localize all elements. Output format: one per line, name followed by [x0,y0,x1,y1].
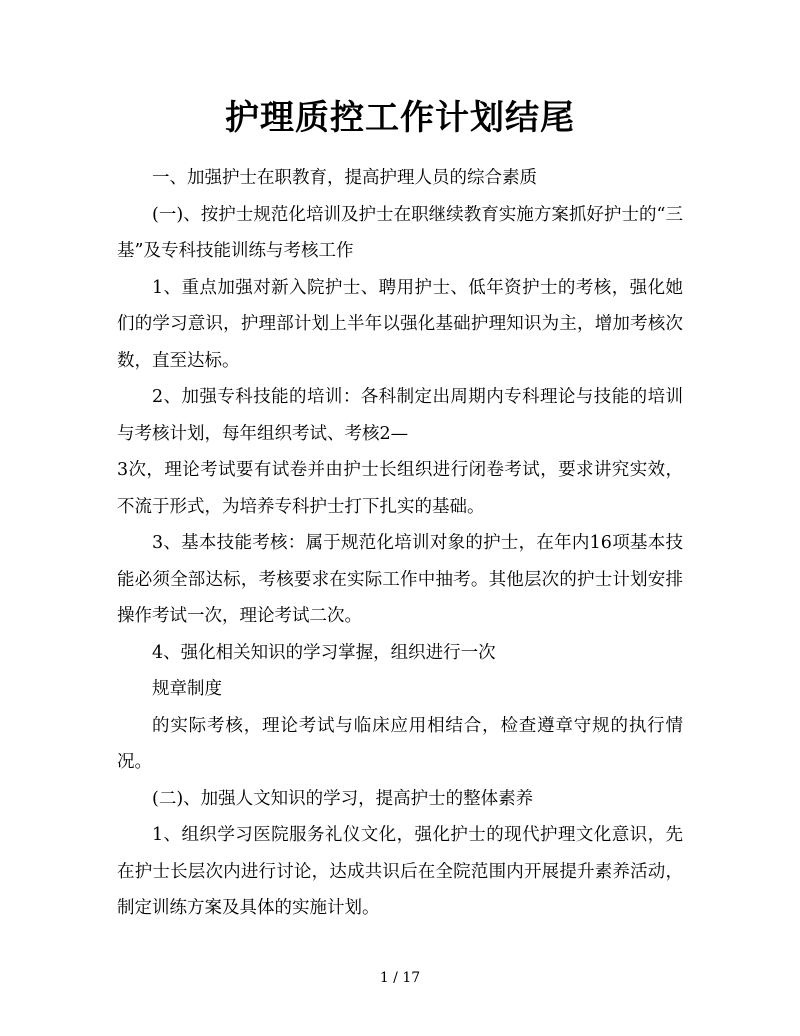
paragraph-item-4-continued: 的实际考核，理论考试与临床应用相结合，检查遵章守规的执行情况。 [117,715,683,772]
paragraph-item-5: 1、组织学习医院服务礼仪文化，强化护士的现代护理文化意识，先在护士长层次内进行讨论，达成共识后在全院范围内开展提升素养活动，制定训练方案及具体的实施计划。 [117,825,683,918]
document-title: 护理质控工作计划结尾 [225,98,575,138]
paragraph-item-4: 4、强化相关知识的学习掌握，组织进行一次 [152,642,496,663]
subsection-heading-1: (一)、按护士规范化培训及护士在职继续教育实施方案抓好护士的“三基”及专科技能训练与考核工作 [117,204,683,261]
document-body [117,160,683,927]
paragraph-item-2: 2、加强专科技能的培训：各科制定出周期内专科理论与技能的培训与考核计划，每年组织考试、考核2— [117,387,683,444]
paragraph-item-4-term: 规章制度 [152,679,222,699]
page-number: 1 / 17 [379,970,421,986]
paragraph-item-2-continued: 3次，理论考试要有试卷并由护士长组织进行闭卷考试，要求讲究实效，不流于形式，为培养专科护士打下扎实的基础。 [117,460,683,517]
section-heading-1: 一、加强护士在职教育，提高护理人员的综合素质 [152,168,537,188]
subsection-heading-2: (二)、加强人文知识的学习，提高护士的整体素养 [152,788,534,809]
paragraph-item-3: 3、基本技能考核：属于规范化培训对象的护士，在年内16项基本技能必须全部达标，考核要求在实际工作中抽考。其他层次的护士计划安排操作考试一次，理论考试二次。 [117,533,683,626]
paragraph-item-1: 1、重点加强对新入院护士、聘用护士、低年资护士的考核，强化她们的学习意识，护理部计划上半年以强化基础护理知识为主，增加考核次数，直至达标。 [117,277,683,371]
